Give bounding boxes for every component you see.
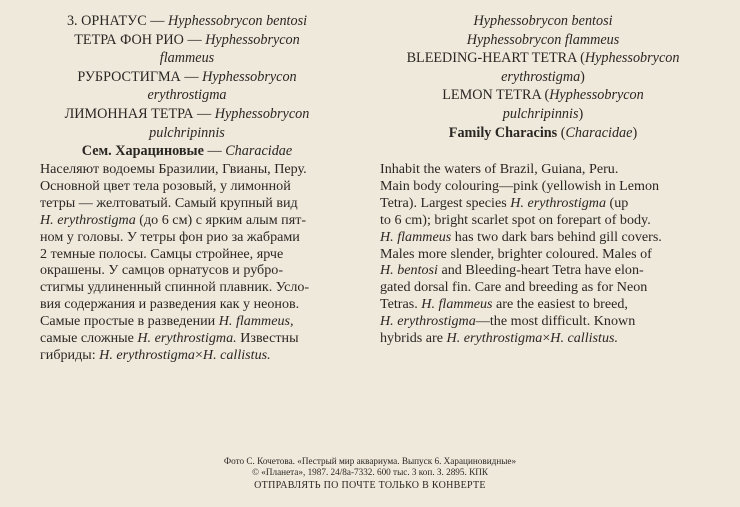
english-description	[380, 161, 706, 347]
mailing-notice: ОТПРАВЛЯТЬ ПО ПОЧТЕ ТОЛЬКО В КОНВЕРТЕ	[254, 480, 486, 491]
text-line: Tetra). Largest species H. erythrostigma (up	[380, 194, 629, 211]
english-heading	[372, 12, 714, 142]
text-line: to 6 cm); bright scarlet spot on forepart of body.	[380, 211, 651, 228]
ru-heading-line: 3. ОРНАТУС — Hyphessobrycon bentosi	[66, 13, 308, 29]
text-line: H. flammeus has two dark bars behind gill covers.	[380, 228, 662, 245]
text-line: гибриды: H. erythrostigma×H. callistus.	[40, 346, 271, 363]
ru-heading-line: flammeus	[159, 50, 215, 67]
text-line: H. bentosi and Bleeding-heart Tetra have elon-	[380, 262, 644, 279]
print-details: © «Планета», 1987. 24/8а-7332. 600 тыс. 3 коп. З. 2895. КПК	[252, 466, 488, 477]
publisher-info	[120, 456, 620, 477]
en-heading-line: Hyphessobrycon bentosi	[473, 13, 613, 29]
en-family-line: Family Characins (Characidae)	[448, 124, 638, 141]
text-line: тетры — желтоватый. Самый крупный вид	[40, 194, 298, 211]
text-line: вия содержания и разведения как у неонов.	[40, 296, 300, 313]
ru-family-line: Сем. Харациновые — Characidae	[81, 143, 293, 160]
russian-heading	[18, 12, 356, 161]
text-line: окрашены. У самцов орнатусов и рубро-	[40, 262, 284, 279]
text-line: стигмы удлиненный спинной плавник. Усло-	[40, 279, 310, 296]
text-line: Основной цвет тела розовый, у лимонной	[40, 177, 291, 194]
en-heading-line: erythrostigma)	[501, 68, 585, 85]
en-heading-line: Hyphessobrycon flammeus	[466, 31, 620, 48]
ru-heading-line: erythrostigma	[147, 87, 227, 104]
photo-credit: Фото С. Кочетова. «Пестрый мир аквариума. Выпуск 6. Харациновидные»	[223, 456, 517, 466]
text-line: ном у головы. У тетры фон рио за жабрами	[40, 228, 300, 245]
text-line: Males more slender, brighter coloured. Males of	[380, 245, 652, 262]
ru-heading-line: РУБРОСТИГМА — Hyphessobrycon	[77, 68, 297, 85]
text-line: самые сложные H. erythrostigma. Известны	[40, 330, 299, 347]
en-heading-line: pulchripinnis)	[502, 105, 584, 122]
ru-heading-line: pulchripinnis	[149, 124, 225, 141]
text-line: Населяют водоемы Бразилии, Гвианы, Перу.	[40, 161, 307, 177]
text-line: Main body colouring—pink (yellowish in Lemon	[380, 177, 660, 194]
text-line: 2 темные полосы. Самцы стройнее, ярче	[40, 245, 284, 262]
text-line: H. erythrostigma—the most difficult. Known	[380, 313, 636, 330]
russian-description	[40, 161, 360, 364]
text-line: H. erythrostigma (до 6 см) с ярким алым пят-	[40, 211, 307, 228]
card-number: 3.	[66, 13, 78, 29]
text-line: gated dorsal fin. Care and breeding as for Neon	[380, 279, 648, 296]
text-line: Inhabit the waters of Brazil, Guiana, Peru.	[380, 161, 619, 177]
text-line: Tetras. H. flammeus are the easiest to breed,	[380, 296, 628, 313]
ru-heading-line: ЛИМОННАЯ ТЕТРА — Hyphessobrycon	[64, 105, 310, 122]
en-heading-line: BLEEDING-HEART TETRA (Hyphessobrycon	[406, 50, 680, 67]
text-line: hybrids are H. erythrostigma×H. callistus.	[380, 330, 619, 347]
en-heading-line: LEMON TETRA (Hyphessobrycon	[442, 87, 644, 104]
ru-heading-line: ТЕТРА ФОН РИО — Hyphessobrycon	[74, 31, 300, 48]
text-line: Самые простые в разведении H. flammeus,	[40, 313, 294, 330]
